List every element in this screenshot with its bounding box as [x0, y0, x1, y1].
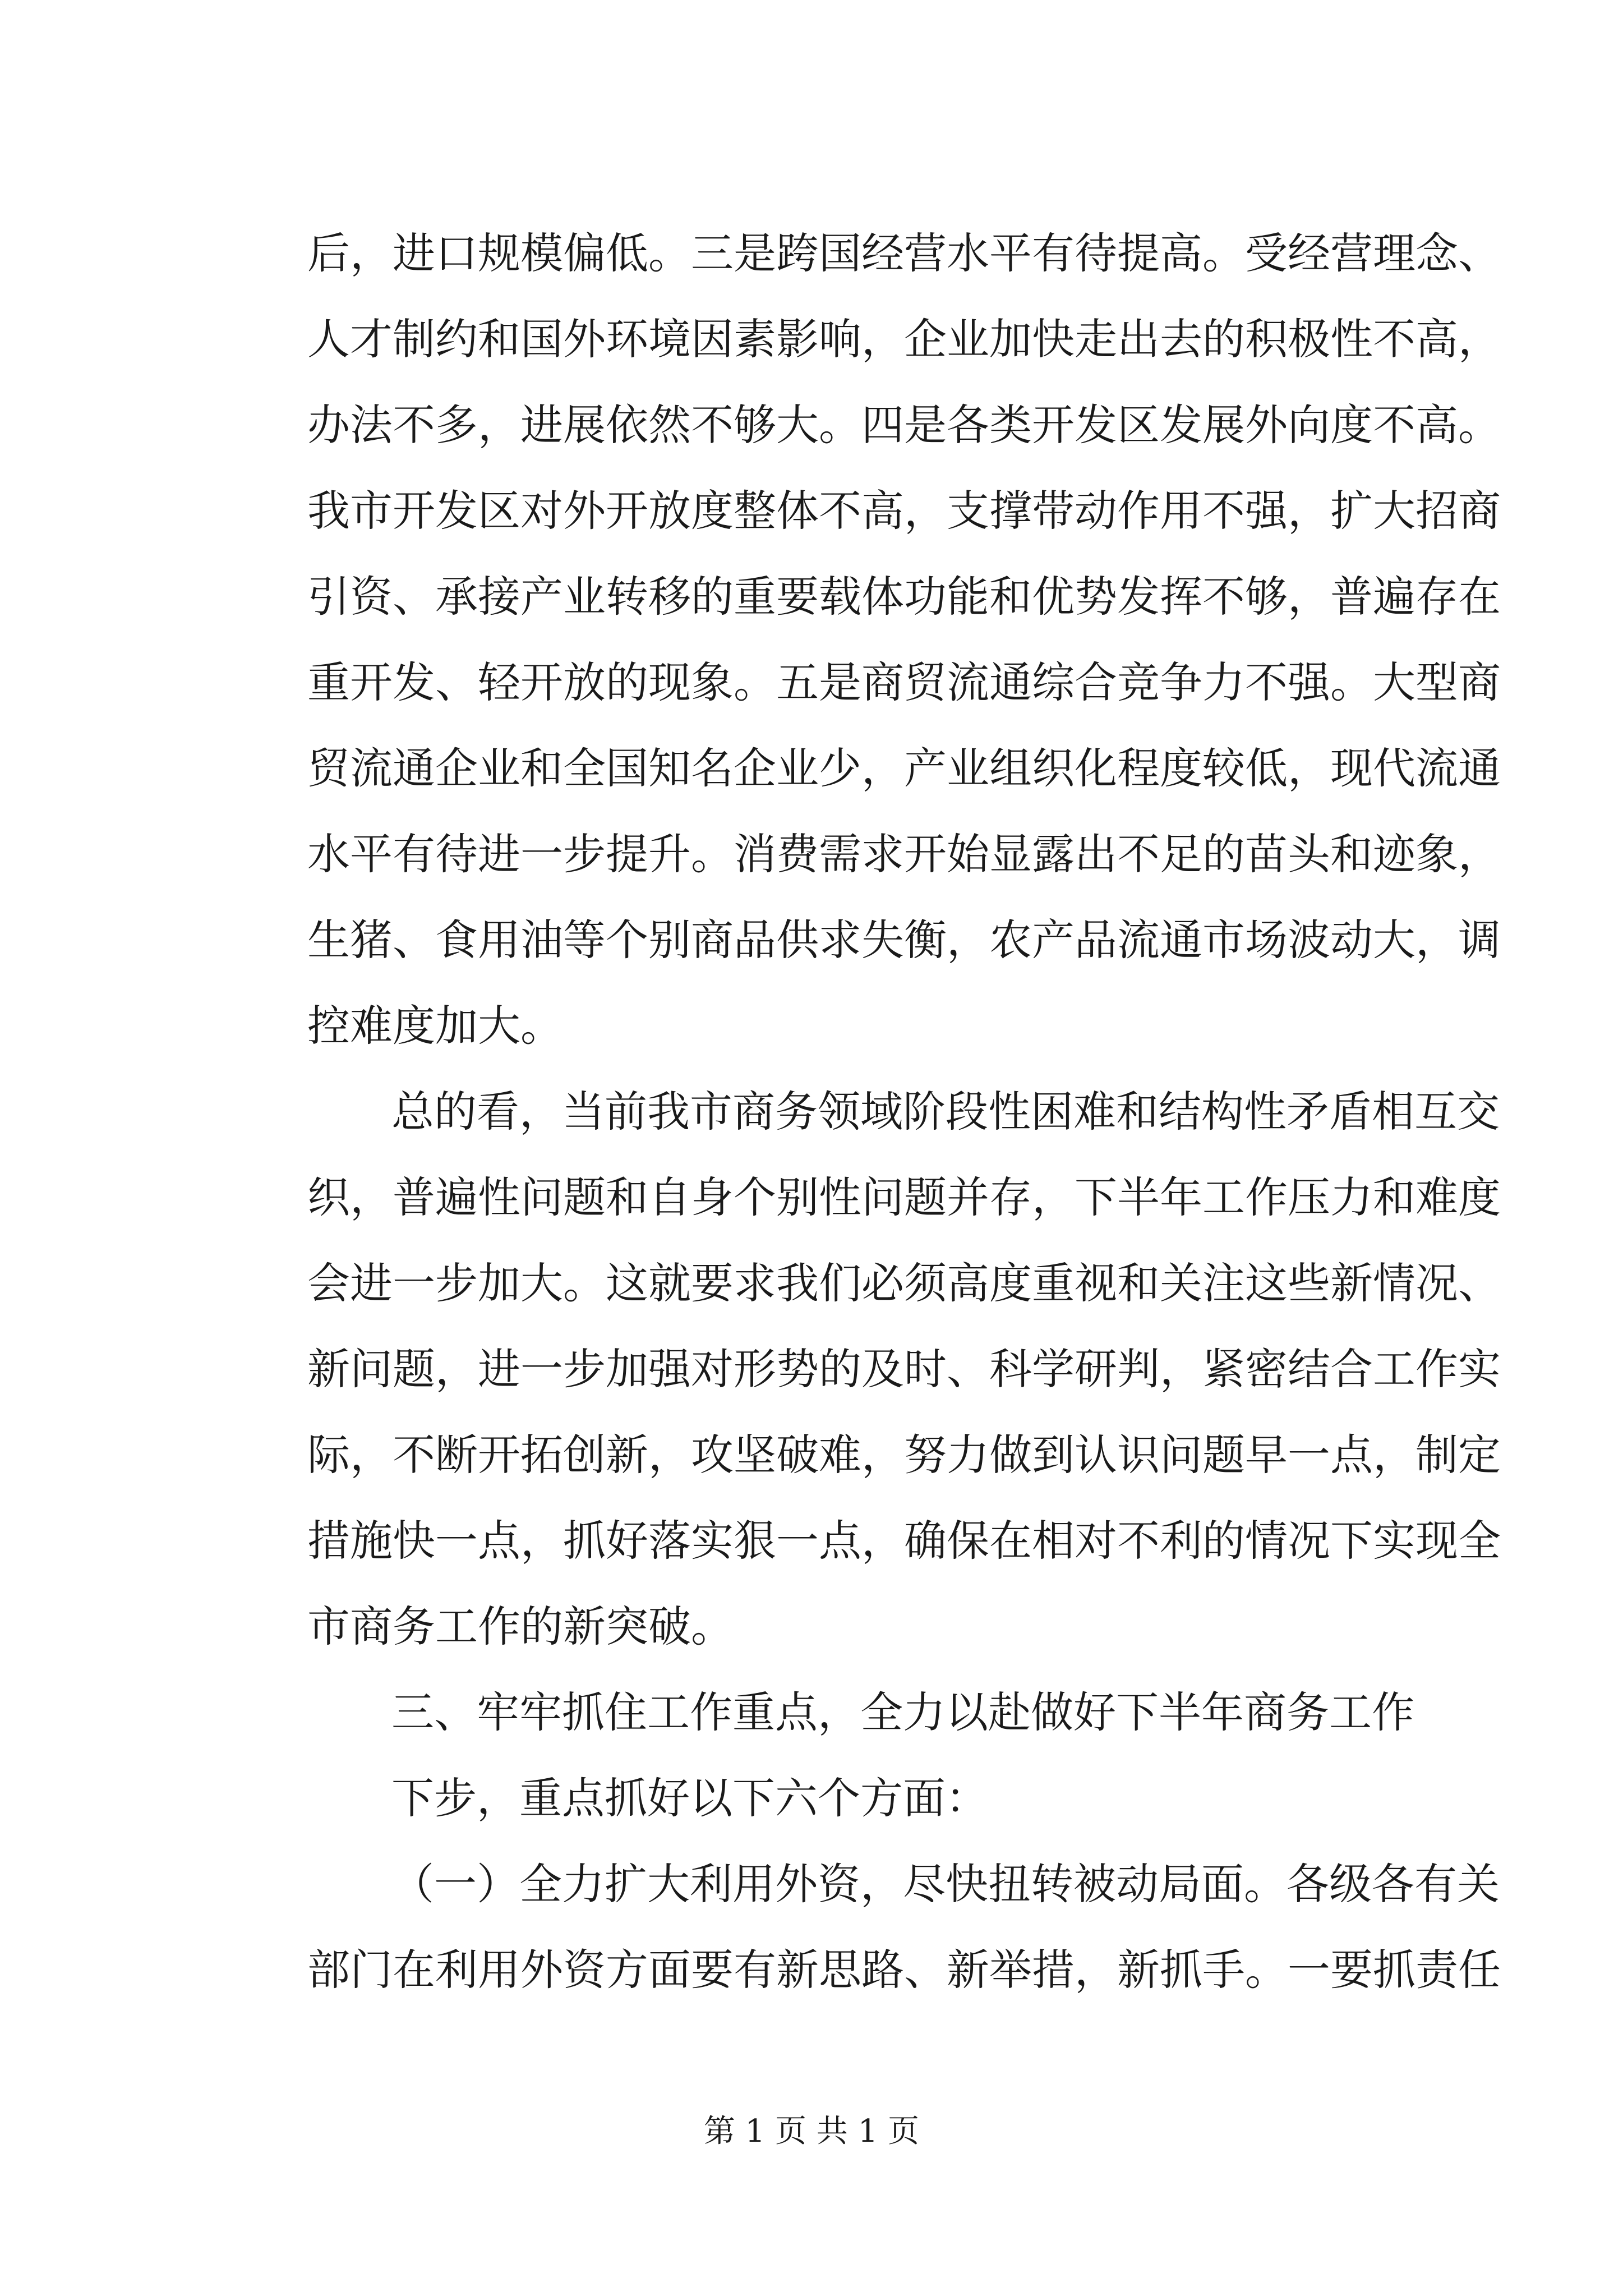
text-line: 新问题，进一步加强对形势的及时、科学研判，紧密结合工作实 [307, 1344, 1501, 1394]
text-line: 市商务工作的新突破。 [307, 1602, 734, 1651]
text-line: 际，不断开拓创新，攻坚破难，努力做到认识问题早一点，制定 [307, 1430, 1501, 1480]
document-body [307, 210, 1501, 2013]
text-line: 办法不多，进展依然不够大。四是各类开发区发展外向度不高。 [307, 400, 1501, 450]
text-line: 总的看，当前我市商务领域阶段性困难和结构性矛盾相互交 [391, 1087, 1500, 1137]
text-line: 贸流通企业和全国知名企业少，产业组织化程度较低，现代流通 [307, 743, 1501, 793]
text-line: 我市开发区对外开放度整体不高，支撑带动作用不强，扩大招商 [307, 486, 1501, 536]
text-line: 人才制约和国外环境因素影响，企业加快走出去的积极性不高， [307, 314, 1501, 364]
text-line: 后，进口规模偏低。三是跨国经营水平有待提高。受经营理念、 [307, 228, 1501, 278]
text-line: 控难度加大。 [307, 1001, 563, 1051]
text-line: 部门在利用外资方面要有新思路、新举措，新抓手。一要抓责任 [307, 1945, 1501, 1995]
text-line: 水平有待进一步提升。消费需求开始显露出不足的苗头和迹象， [307, 829, 1501, 879]
text-line: （一）全力扩大利用外资，尽快扭转被动局面。各级各有关 [391, 1859, 1500, 1909]
text-line: 重开发、轻开放的现象。五是商贸流通综合竞争力不强。大型商 [307, 657, 1501, 707]
text-line: 引资、承接产业转移的重要载体功能和优势发挥不够，普遍存在 [307, 572, 1501, 622]
text-line: 会进一步加大。这就要求我们必须高度重视和关注这些新情况、 [307, 1258, 1501, 1308]
section-heading: 三、牢牢抓住工作重点，全力以赴做好下半年商务工作 [391, 1687, 1414, 1737]
text-line: 下步，重点抓好以下六个方面： [391, 1773, 988, 1823]
page-footer: 第 1 页 共 1 页 [703, 2113, 920, 2150]
text-line: 措施快一点，抓好落实狠一点，确保在相对不利的情况下实现全 [307, 1516, 1501, 1566]
text-line: 织，普遍性问题和自身个别性问题并存，下半年工作压力和难度 [307, 1172, 1501, 1222]
text-line: 生猪、食用油等个别商品供求失衡，农产品流通市场波动大，调 [307, 915, 1501, 965]
